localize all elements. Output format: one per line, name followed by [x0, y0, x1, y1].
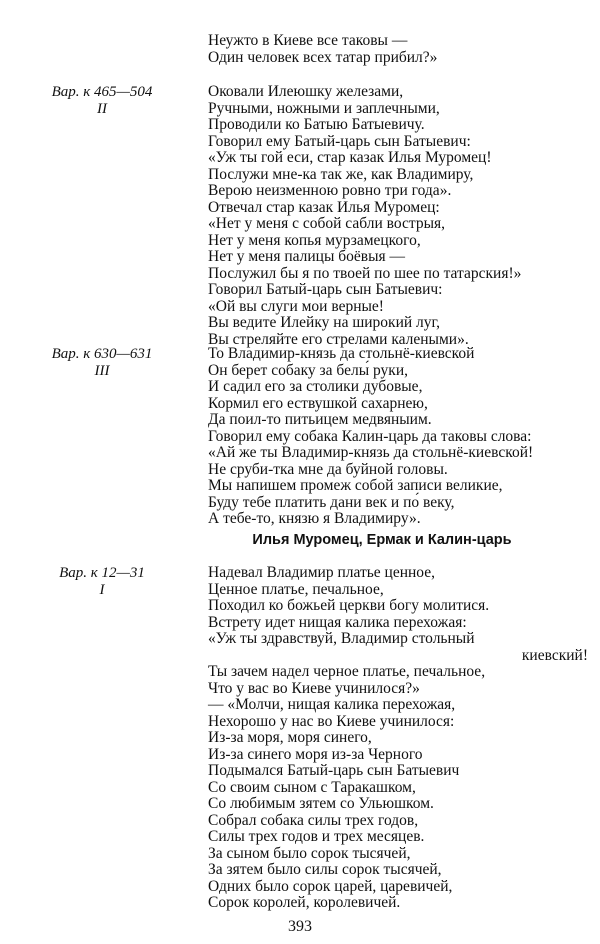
intro-line: Неужто в Киеве все таковы — — [208, 32, 408, 49]
verse-line: Со своим сыном с Таракашком, — [208, 778, 416, 796]
variant-label: Вар. к 630—631 — [51, 346, 153, 362]
verse-line: И садил его за столики дубовые, — [208, 378, 423, 395]
verse-line: «Нет у меня с собой сабли вострыя, — [208, 215, 445, 232]
verse-line: Послужил бы я по твоей по шее по татарския!» — [208, 264, 522, 282]
verse-line: То Владимир-князь да стольнё-киевской — [208, 345, 475, 362]
verse-line: Надевал Владимир платье ценное, — [208, 564, 436, 581]
verse-line: Верою неизменною ровно три года». — [208, 182, 452, 199]
verse-line: Мы напишем промеж собой записи великие, — [208, 477, 503, 494]
verse-line: Ты зачем надел черное платье, печальное, — [208, 663, 486, 680]
verse-line: Говорил Батый-царь сын Батыевич: — [208, 281, 443, 298]
verse-line: Собрал собака силы трех годов, — [208, 811, 419, 829]
verse-line: Из-за моря, моря синего, — [208, 729, 372, 746]
variant-number: II — [97, 100, 107, 117]
verse-line: Говорил ему Батый-царь сын Батыевич: — [208, 132, 471, 150]
variant-label: Вар. к 465—504 — [51, 84, 153, 100]
verse-line: Нехорошо у нас во Киеве учинилося: — [208, 712, 455, 730]
verse-line: Он берет собаку за белы́ руки, — [208, 361, 408, 379]
verse-line: За зятем было силы сорок тысячей, — [208, 861, 442, 878]
verse-line: Встрету идет нищая калика перехожая: — [208, 613, 467, 631]
verse-line: Со любимым зятем со Ульюшком. — [208, 795, 434, 812]
verse-line: Ручными, ножными и заплечными, — [208, 99, 440, 117]
intro-line: Один человек всех татар прибил?» — [208, 48, 438, 66]
verse-line: Силы трех годов и трех месяцев. — [208, 828, 425, 845]
verse-line: Ценное платье, печальное, — [208, 580, 384, 598]
variant-label: Вар. к 12—31 — [59, 565, 145, 581]
verse-line: «Уж ты здравствуй, Владимир стольный — [208, 630, 475, 647]
verse-line: Говорил ему собака Калин-царь да таковы слова: — [208, 427, 532, 445]
variant-number: I — [99, 581, 105, 598]
verse-line: Подымался Батый-царь сын Батыевич — [208, 762, 460, 779]
variant-number: III — [94, 362, 110, 379]
verse-line: Буду тебе платить дани век и по́ веку, — [208, 493, 455, 511]
verse-line: Что у вас во Киеве учинилося?» — [208, 679, 420, 697]
section-heading: Илья Муромец, Ермак и Калин-царь — [252, 532, 512, 548]
verse-line: «Ой вы слуги мои верные! — [208, 297, 384, 315]
verse-line: А тебе-то, князю я Владимиру». — [208, 510, 421, 527]
verse-line: Не сруби-тка мне да буйной головы. — [208, 460, 448, 478]
verse-line: «Уж ты гой еси, стар казак Илья Муромец! — [208, 149, 492, 166]
verse-line: Да поил-то питьицем медвяныим. — [208, 411, 432, 428]
verse-line: Кормил его ествушкой сахарнею, — [208, 394, 428, 412]
verse-line: — «Молчи, нищая калика перехожая, — [208, 696, 456, 713]
verse-line: Одних было сорок царей, царевичей, — [208, 877, 453, 895]
verse-line: Из-за синего моря из-за Черного — [208, 745, 423, 763]
verse-line: Оковали Илеюшку железами, — [208, 83, 404, 100]
verse-line: Нет у меня копья мурзамецкого, — [208, 231, 421, 249]
verse-line: Походил ко божьей церкви богу молитися. — [208, 597, 490, 614]
verse-line: За сыном было сорок тысячей, — [208, 844, 411, 862]
verse-line: Отвечал стар казак Илья Муромец: — [208, 198, 440, 216]
verse-line: Нет у меня палицы боёвыя — — [208, 248, 406, 265]
verse-line: Вы ведите Илейку на широкий луг, — [208, 314, 441, 331]
page-number: 393 — [288, 918, 312, 935]
verse-line: Послужи мне-ка так же, как Владимиру, — [208, 165, 474, 183]
verse-line: Вы стреляйте его стрелами калеными». — [208, 330, 469, 348]
verse-line: Сорок королей, королевичей. — [208, 894, 401, 911]
verse-line-continuation: киевский! — [521, 646, 588, 664]
verse-line: Проводили ко Батыю Батыевичу. — [208, 116, 425, 133]
verse-line: «Ай же ты Владимир-князь да стольнё-киевской! — [208, 444, 534, 461]
